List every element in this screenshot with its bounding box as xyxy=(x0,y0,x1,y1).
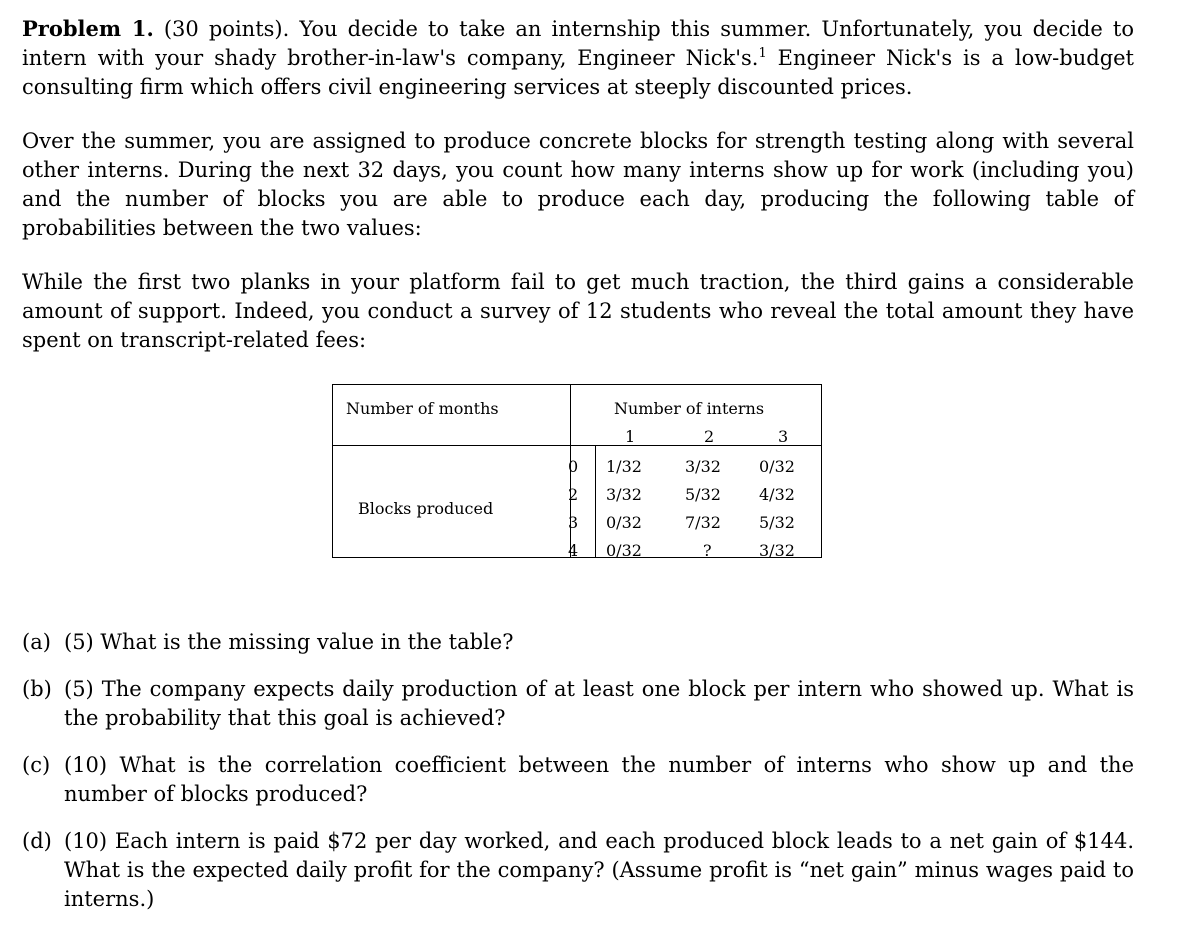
problem-label: Problem 1. xyxy=(22,16,154,41)
question-c-label: (c) xyxy=(22,753,51,777)
cell-4-3: 3/32 xyxy=(759,541,795,560)
cell-3-3: 5/32 xyxy=(759,513,795,532)
cell-3-2: 7/32 xyxy=(685,513,721,532)
problem-text xyxy=(22,14,1134,380)
cell-2-3: 4/32 xyxy=(759,485,795,504)
question-b-label: (b) xyxy=(22,677,52,701)
row-header-2: 2 xyxy=(568,485,579,504)
col-group-label: Number of interns xyxy=(614,399,765,418)
question-b xyxy=(22,675,1134,733)
col-header-1: 1 xyxy=(625,427,636,446)
table-corner-label: Number of months xyxy=(346,399,499,418)
paragraph-2: Over the summer, you are assigned to produce concrete blocks for strength testing along with several other interns. During the next 32 days, you count how many interns show up for work (including you) and the number of blocks you are able to produce each day, producing the following table of probabilities between the two values: xyxy=(22,129,1134,240)
problem-points: (30 points). xyxy=(163,17,290,41)
problem-intro xyxy=(22,14,1134,102)
table-header-divider xyxy=(333,445,821,446)
cell-2-2: 5/32 xyxy=(685,485,721,504)
row-group-label: Blocks produced xyxy=(358,499,494,518)
question-d xyxy=(22,827,1134,914)
cell-0-2: 3/32 xyxy=(685,457,721,476)
paragraph-3: While the first two planks in your platform fail to get much traction, the third gains a considerable amount of support. Indeed, you conduct a survey of 12 students who reveal the total amount they have spent on transcript-related fees: xyxy=(22,270,1134,352)
probability-table xyxy=(311,384,801,558)
intro-text-2: Engineer Nick's is a low-budget consulting firm which offers civil engineering services at steeply discounted prices. xyxy=(22,46,1134,99)
question-a xyxy=(22,628,1134,657)
table-frame xyxy=(332,384,822,558)
row-header-4: 4 xyxy=(568,541,579,560)
question-d-text: (10) Each intern is paid $72 per day worked, and each produced block leads to a net gain of $144. What is the expected daily profit for the company? (Assume profit is “net gain” minus wages paid to interns.) xyxy=(64,829,1134,911)
question-b-text: (5) The company expects daily production of at least one block per intern who showed up. What is the probability that this goal is achieved? xyxy=(64,677,1134,730)
row-header-3: 3 xyxy=(568,513,579,532)
question-c xyxy=(22,751,1134,809)
question-a-text: (5) What is the missing value in the table? xyxy=(64,630,514,654)
question-a-label: (a) xyxy=(22,630,51,654)
cell-0-3: 0/32 xyxy=(759,457,795,476)
row-header-0: 0 xyxy=(568,457,579,476)
intro-text-1: You decide to take an internship this summer. Unfortunately, you decide to intern with your shady brother-in-law's company, Engineer Nick's. xyxy=(22,17,1134,70)
question-d-label: (d) xyxy=(22,829,52,853)
cell-4-2-missing: ? xyxy=(703,541,712,560)
cell-0-1: 1/32 xyxy=(606,457,642,476)
cell-4-1: 0/32 xyxy=(606,541,642,560)
col-header-3: 3 xyxy=(778,427,789,446)
question-list xyxy=(22,628,1134,932)
col-header-2: 2 xyxy=(704,427,715,446)
cell-3-1: 0/32 xyxy=(606,513,642,532)
table-row-header-divider xyxy=(595,445,596,557)
footnote-mark: 1 xyxy=(758,46,767,61)
cell-2-1: 3/32 xyxy=(606,485,642,504)
question-c-text: (10) What is the correlation coefficient between the number of interns who show up and the number of blocks produced? xyxy=(64,753,1134,806)
